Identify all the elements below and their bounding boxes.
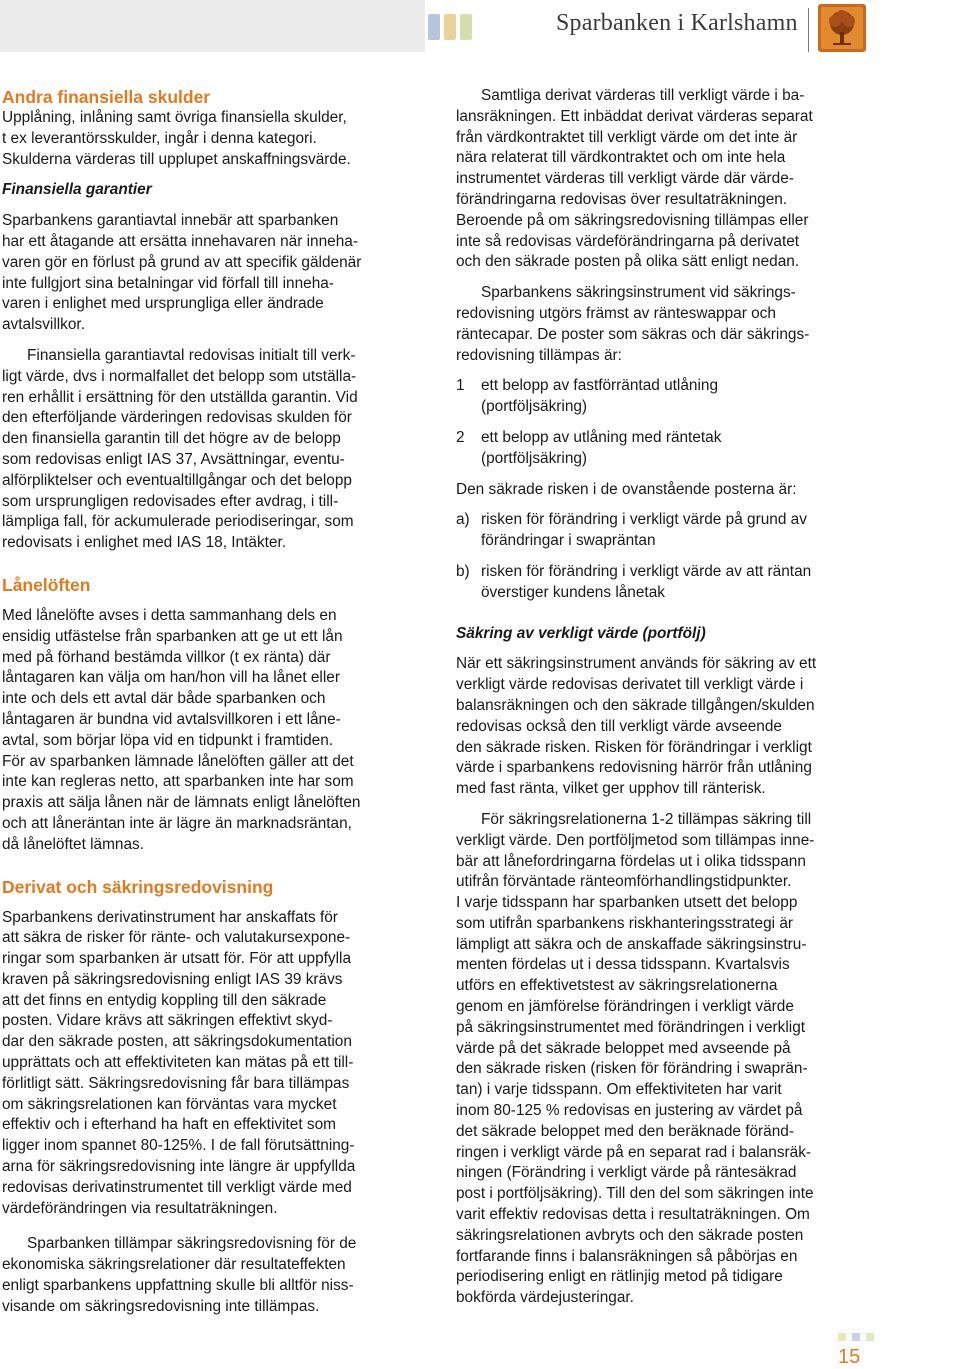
list-marker: 2 [456,428,465,446]
text-line: värde på det säkrade beloppet med avseende på [456,1039,791,1057]
list-item [456,376,866,418]
text-line: överstiger kundens lånetak [481,583,665,601]
paragraph [2,1234,406,1317]
brand-divider [808,8,809,52]
text-line: låntagaren är bundna vid avtalsvillkoren i ett låne- [2,710,341,728]
text-line: bokförda värdejusteringar. [456,1289,634,1307]
text-line: Skulderna värderas till upplupet anskaffningsvärde. [2,150,351,168]
left-column [2,86,406,1318]
text-line: och att låneräntan inte är lägre än marknadsräntan, [2,814,352,832]
text-line: förändringarna redovisas över resultaträkningen. [456,190,788,208]
text-line: t ex leverantörsskulder, ingår i denna kategori. [2,129,317,147]
paragraph [456,810,866,1309]
text-line: varen gör en förlust på grund av att specifik gäldenär [2,253,362,271]
text-line: med fast ränta, vilket ger upphov till ränterisk. [456,780,766,798]
text-line: som ursprungligen redovisades efter avdrag, i till- [2,492,339,510]
text-line: att det finns en entydig koppling till den säkrade [2,991,327,1009]
text-line: att säkra de risker för ränte- och valutakursexpone- [2,929,351,947]
heading-derivat: Derivat och säkringsredovisning [2,876,274,897]
heading-andra-finansiella-skulder: Andra finansiella skulder [2,87,211,107]
text-line: verkligt värde. Den portföljmetod som tillämpas inne- [456,831,815,849]
text-line: Upplåning, inlåning samt övriga finansiella skulder, [2,109,347,126]
text-line: säkringsrelationen avbryts och den säkrade posten [456,1226,804,1244]
text-line: Sparbankens säkringsinstrument vid säkrings- [481,284,796,302]
header-square-green [460,14,472,40]
list-text [481,562,866,604]
text-line: ekonomiska säkringsrelationer där resultateffekten [2,1256,346,1274]
text-line: redovisats i enlighet med IAS 18, Intäkter. [2,534,287,552]
text-line: Sparbanken tillämpar säkringsredovisning för de [27,1235,357,1253]
paragraph [456,654,866,800]
text-line: ett belopp av utlåning med räntetak [481,428,722,446]
text-line: kraven på säkringsredovisning enligt IAS 39 krävs [2,970,343,988]
text-line: ett belopp av fastförräntad utlåning [481,377,719,395]
header-square-tan [444,14,456,40]
text-line: den säkrade risken. Risken för förändringar i verkligt [456,738,812,756]
text-line: Sparbankens derivatinstrument har anskaffats för [2,908,338,926]
list-text [481,510,866,552]
text-line: lämpligt att säkra och de anskaffade säkringsinstru- [456,935,807,953]
list-marker: b) [456,562,470,580]
text-line: räntecapar. De poster som säkras och där säkrings- [456,325,810,343]
text-line: Sparbankens garantiavtal innebär att sparbanken [2,212,339,230]
text-line: Samtliga derivat värderas till verkligt värde i ba- [481,87,805,104]
text-line: värde i sparbankens redovisning härrör från utlåning [456,759,812,777]
text-line: alförpliktelser och eventualtillgångar och det belopp [2,471,352,489]
text-line: varit effektiv redovisas detta i resultaträkningen. Om [456,1206,810,1224]
brand-name: Sparbanken i Karlshamn [556,10,798,36]
text-line: inte fullgjort sina betalningar vid förfall till inneha- [2,274,334,292]
text-line: tan) i varje tidsspann. Om effektiviteten har varit [456,1081,782,1099]
text-line: inte kan regleras netto, att sparbanken inte har som [2,773,354,791]
text-line: ligt värde, dvs i normalfallet det belopp som utställa- [2,367,357,385]
paragraph [2,346,406,554]
text-line: har ett åtagande att ersätta innehavaren när inneha- [2,232,358,250]
text-line: ensidig utfästelse från sparbanken att ge ut ett lån [2,627,343,645]
text-line: avtalsvillkor. [2,316,85,334]
text-line: post i portföljsäkring). Till den del som säkringen inte [456,1185,814,1203]
text-line: och den säkrade posten på olika sätt enligt nedan. [456,253,800,271]
text-line: verkligt värde redovisas derivatet till verkligt värde i [456,676,804,694]
text-line: Beroende på om säkringsredovisning tillämpas eller [456,211,809,229]
text-line: ren erhållit i ersättning för den utställda garantin. Vid [2,388,358,406]
paragraph [2,606,406,856]
text-line: balansräkningen och den säkrade tillgången/skulden [456,696,815,714]
text-line: ligger inom spannet 80-125%. I de fall förutsättning- [2,1137,355,1155]
header-band [0,0,425,52]
right-column [456,86,866,1309]
text-line: varen i enlighet med ursprungliga eller ändrade [2,295,324,313]
paragraph [2,108,406,170]
text-line: inte så redovisas värdeförändringarna på derivatet [456,232,800,250]
text-line: förlitligt sätt. Säkringsredovisning får bara tillämpas [2,1074,350,1092]
text-line: posten. Vidare krävs att säkringen effektivt skyd- [2,1012,333,1030]
text-line: risken för förändring i verkligt värde av att räntan [481,562,812,580]
list-text [481,428,866,470]
page-number: 15 [838,1346,861,1368]
list-marker: 1 [456,377,465,395]
text-line: redovisning tillämpas är: [456,346,622,364]
tree-logo-icon [818,4,866,52]
text-line: visande om säkringsredovisning inte tillämpas. [2,1297,320,1315]
text-line: då lånelöftet lämnas. [2,835,145,853]
list-item [456,562,866,604]
text-line: upprättats och att effektiviteten kan mätas på ett till- [2,1054,354,1072]
header-square-blue [428,14,440,40]
text-line: redovisas också den till verkligt värde avseende [456,717,782,735]
paragraph: Den säkrade risken i de ovanstående posterna är: [456,480,797,498]
text-line: om säkringsrelationen kan förväntas vara mycket [2,1095,337,1113]
paragraph [456,86,866,273]
text-line: nära relaterat till värdkontraktet och om inte hela [456,149,786,167]
text-line: Med lånelöfte avses i detta sammanhang dels en [2,606,337,624]
footer-square-blue [852,1333,860,1341]
heading-finansiella-garantier: Finansiella garantier [2,181,152,199]
text-line: (portföljsäkring) [481,449,588,467]
list-text [481,376,866,418]
text-line: (portföljsäkring) [481,398,588,416]
text-line: praxis att sälja lånen när de lämnats enligt lånelöften [2,794,361,812]
text-line: ningen (Förändring i verkligt värde på räntesäkrad [456,1164,797,1182]
text-line: arna för säkringsredovisning inte längre är uppfyllda [2,1158,356,1176]
list-item [456,428,866,470]
text-line: För säkringsrelationerna 1-2 tillämpas säkring till [481,810,812,828]
text-line: ringen i verkligt värde på en separat rad i balansräk- [456,1143,812,1161]
text-line: dar den säkrade posten, att säkringsdokumentation [2,1033,352,1051]
text-line: lämpliga fall, för ackumulerade periodiseringar, som [2,513,354,531]
text-line: inom 80-125 % redovisas en justering av värdet på [456,1102,803,1120]
list-marker: a) [456,511,470,529]
text-line: lansräkningen. Ett inbäddat derivat värderas separat [456,107,813,125]
text-line: genom en jämförelse förändringen i verkligt värde [456,998,794,1016]
text-line: effektiv och i efterhand ha haft en effektivitet som [2,1116,336,1134]
text-line: avtal, som börjar löpa vid en tidpunkt i framtiden. [2,731,334,749]
heading-lanelöften: Lånelöften [2,574,91,595]
list-item [456,510,866,552]
text-line: bär att lånefordringarna fördelas ut i olika tidsspann [456,852,806,870]
text-line: risken för förändring i verkligt värde på grund av [481,511,807,529]
text-line: den säkrade risken (risken för förändring i swaprän- [456,1060,808,1078]
paragraph [2,908,406,1220]
text-line: När ett säkringsinstrument används för säkring av ett [456,655,817,673]
text-line: I varje tidsspann har sparbanken utsett det belopp [456,894,798,912]
text-line: ringar som sparbanken är utsatt för. För att uppfylla [2,950,352,968]
heading-sakring-av-verkligt-varde: Säkring av verkligt värde (portfölj) [456,624,706,642]
text-line: på säkringsinstrumentet med förändringen i verkligt [456,1018,806,1036]
text-line: utförs en effektivetstest av säkringsrelationerna [456,977,778,995]
text-line: periodisering enligt en rätlinjig metod på tidigare [456,1268,783,1286]
text-line: För av sparbanken lämnade lånelöften gäller att det [2,752,354,770]
paragraph [456,283,866,366]
footer-square-tan [838,1333,846,1341]
text-line: Finansiella garantiavtal redovisas initialt till verk- [27,346,356,364]
footer-square-green [866,1333,874,1341]
text-line: förändringar i swapräntan [481,532,656,550]
text-line: med på förhand bestämda villkor (t ex ränta) där [2,648,331,666]
text-line: den finansiella garantin till det högre av de belopp [2,430,341,448]
text-line: utifrån förväntade ränteomförhandlingstidpunkter. [456,873,792,891]
text-line: låntagaren kan välja om han/hon vill ha lånet eller [2,669,340,687]
text-line: instrumentet värderas till verkligt värde där värde- [456,170,794,188]
text-line: fortfarande finns i balansräkningen så påbörjas en [456,1247,798,1265]
text-line: den efterföljande värderingen redovisas skulden för [2,409,352,427]
text-line: det säkrade beloppet med den beräknade föränd- [456,1122,794,1140]
paragraph [2,211,406,336]
text-line: som utifrån sparbankens riskhanteringsstrategi är [456,914,794,932]
text-line: menten fördelas ut i dessa tidsspann. Kvartalsvis [456,956,790,974]
text-line: enligt sparbankens uppfattning skulle bli alltför niss- [2,1277,354,1295]
text-line: redovisning utgörs främst av ränteswappar och [456,304,776,322]
text-line: redovisas derivatinstrumentet till verkligt värde med [2,1178,352,1196]
text-line: inte och dels ett avtal där både sparbanken och [2,690,326,708]
text-line: från värdkontraktet till verkligt värde om det inte är [456,128,798,146]
text-line: som redovisas enligt IAS 37, Avsättningar, eventu- [2,450,345,468]
text-line: värdeförändringen via resultaträkningen. [2,1199,278,1217]
